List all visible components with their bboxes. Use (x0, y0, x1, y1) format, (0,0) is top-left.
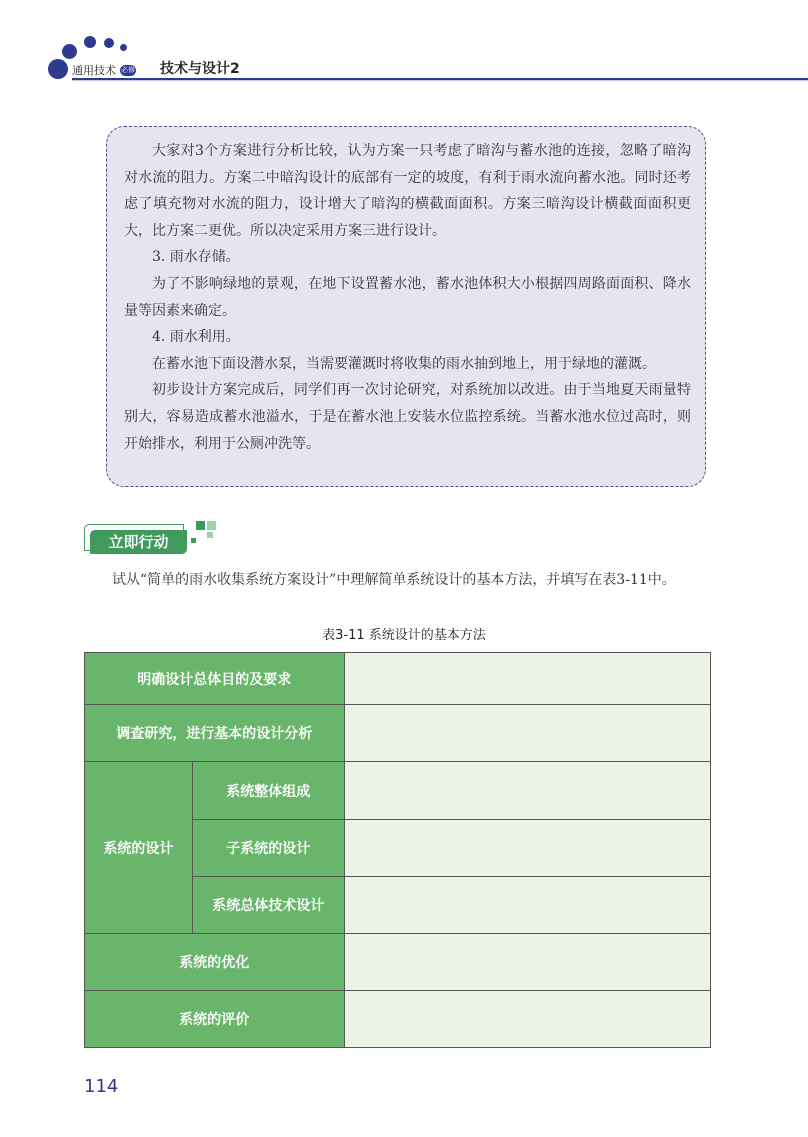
decor-square (207, 521, 216, 530)
decor-square (191, 538, 196, 543)
box-paragraph: 在蓄水池下面设潜水泵，当需要灌溉时将收集的雨水抽到地上，用于绿地的灌溉。 (152, 355, 656, 372)
row-optimize-label: 系统的优化 (85, 934, 345, 991)
answer-cell[interactable] (344, 762, 710, 820)
section-title: 立即行动 (90, 530, 187, 554)
row-design-sub-label: 子系统的设计 (192, 820, 344, 877)
box-paragraph: 初步设计方案完成后，同学们再一次讨论研究，对系统加以改进。由于当地夏天雨量特别大，容易造成蓄水池溢水，于是在蓄水池上安装水位监控系统。当蓄水池水位过高时，则开始排水，利用于公厕冲洗等。 (124, 382, 691, 452)
answer-cell[interactable] (344, 934, 710, 991)
page-number: 114 (84, 1076, 119, 1097)
header-dot-medium (62, 44, 77, 59)
table-caption: 表3-11 系统设计的基本方法 (322, 628, 486, 643)
book-title: 技术与设计2 (160, 61, 240, 77)
section-intro: 试从“简单的雨水收集系统方案设计”中理解简单系统设计的基本方法，并填写在表3-11中。 (112, 572, 676, 588)
header-dot-small (84, 36, 96, 48)
decor-square (207, 532, 213, 538)
box-paragraph: 为了不影响绿地的景观，在地下设置蓄水池，蓄水池体积大小根据四周路面面积、降水量等因素来确定。 (124, 275, 691, 319)
header-dot-smaller (104, 38, 114, 48)
row-goal-label: 明确设计总体目的及要求 (85, 653, 345, 705)
case-box (106, 126, 706, 487)
required-badge: 必修 (121, 65, 135, 74)
answer-cell[interactable] (344, 877, 710, 934)
header-rule-light (72, 80, 808, 81)
header-dot-large (48, 59, 68, 79)
answer-cell[interactable] (344, 705, 710, 762)
row-design-group-label: 系统的设计 (85, 762, 193, 934)
box-paragraph: 3. 雨水存储。 (152, 249, 240, 266)
row-evaluate-label: 系统的评价 (85, 991, 345, 1048)
row-design-sub-label: 系统整体组成 (192, 762, 344, 820)
header-series (72, 62, 136, 78)
answer-cell[interactable] (344, 991, 710, 1048)
answer-cell[interactable] (344, 820, 710, 877)
row-design-sub-label: 系统总体技术设计 (192, 877, 344, 934)
box-paragraph: 4. 雨水利用。 (152, 329, 240, 346)
row-research-label: 调查研究，进行基本的设计分析 (85, 705, 345, 762)
series-name: 通用技术 (72, 64, 116, 77)
decor-square (196, 521, 205, 530)
design-method-table (84, 652, 711, 1048)
box-paragraph: 大家对3个方案进行分析比较，认为方案一只考虑了暗沟与蓄水池的连接，忽略了暗沟对水流的阻力。方案二中暗沟设计的底部有一定的坡度，有利于雨水流向蓄水池。同时还考虑了填充物对水流的阻力，设计增大了暗沟的横截面面积。方案三暗沟设计横截面面积更大，比方案二更优。所以决定采用方案三进行设计。 (124, 143, 691, 239)
answer-cell[interactable] (344, 653, 710, 705)
header-dot-tiny (120, 44, 127, 51)
